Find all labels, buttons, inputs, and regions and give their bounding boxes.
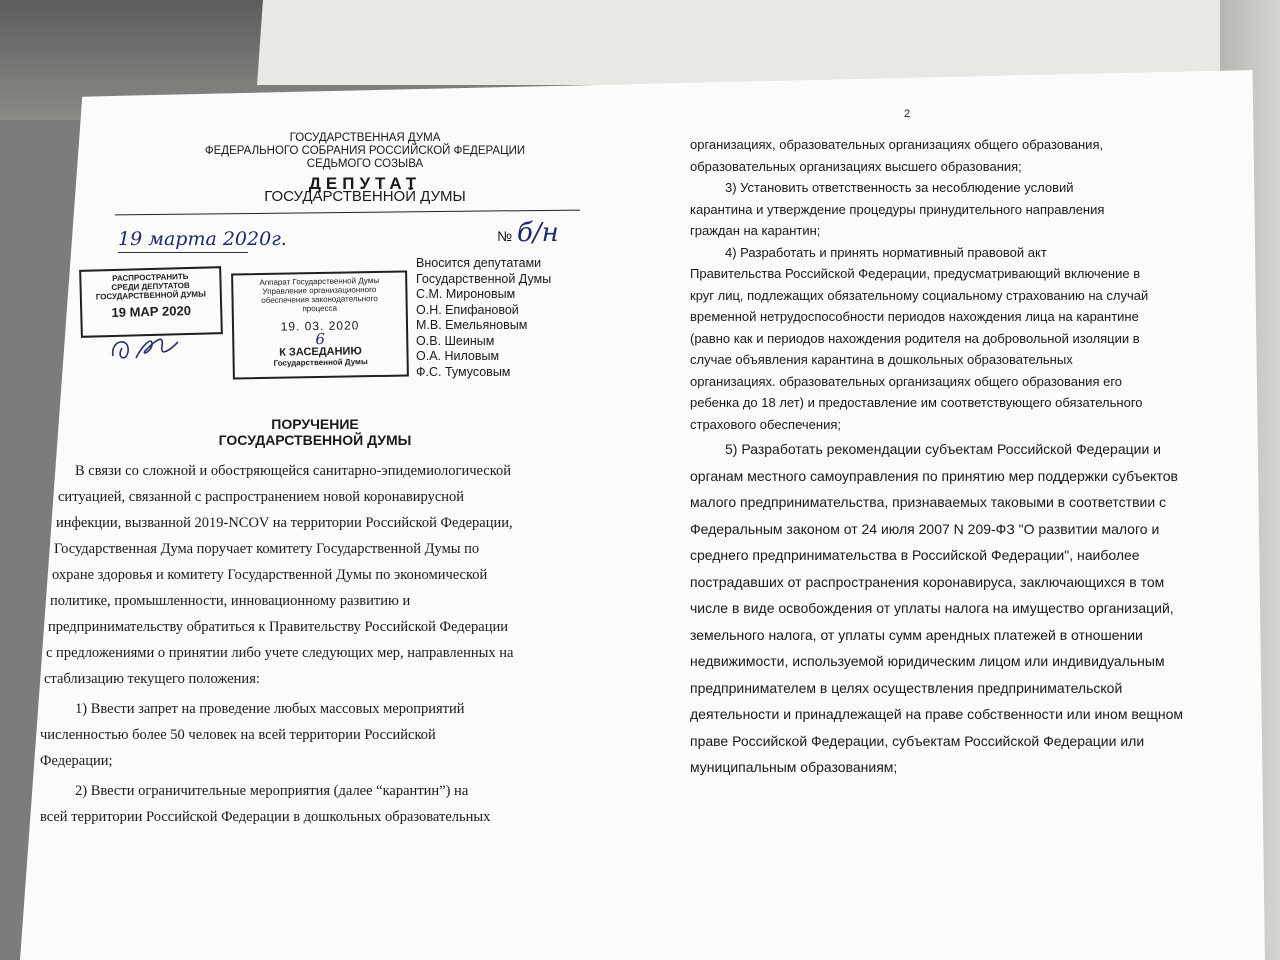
stamp2-date: 19. 03. 2020 [280,318,360,334]
introduced-line: О.А. Ниловым [416,349,500,363]
body-line: стаблизацию текущего положения: [44,671,260,687]
body-line: всей территории Российской Федерации в дошкольных образовательных [40,809,491,825]
introduced-line: М.В. Емельяновым [416,318,528,332]
handwritten-number: б/н [517,218,559,248]
body-line: праве Российской Федерации, субъектам Российской Федерации или [690,732,1145,749]
header-line-1: ГОСУДАРСТВЕННАЯ ДУМА [289,132,441,144]
body-line: ситуацией, связанной с распространением новой коронавирусной [58,489,465,505]
introduced-line: О.Н. Епифановой [416,302,519,317]
introduced-line: Ф.С. Тумусовым [416,364,511,379]
body-line: деятельности и принадлежащей на праве собственности или ином вещном [690,706,1184,722]
body-line: с предложениями о принятии либо учете следующих мер, направленных на [46,645,514,661]
body-line: малого предпринимательства, признаваемых таковыми в соответствии с [690,494,1167,510]
body-line: органам местного самоуправления по принятию мер поддержки субъектов [690,467,1178,484]
stamp2-sub: Государственной Думы [273,357,368,368]
date-underline [118,252,248,253]
body-line: предпринимательству обратиться к Правительству Российской Федерации [48,619,509,635]
body-line: числе в виде освобождения от уплаты налога на имущество организаций, [690,600,1174,616]
stamp1-line-3: ГОСУДАРСТВЕННОЙ ДУМЫ [95,289,206,302]
body-line: организациях, образовательных организациях общего образования, [690,137,1104,152]
header-line-3: СЕДЬМОГО СОЗЫВА [306,158,424,170]
body-line: инфекции, вызванной 2019-NCOV на территории Российской Федерации, [56,515,513,531]
body-line: случае объявления карантина в дошкольных образовательных [690,352,1073,367]
introduced-line: Вносится депутатами [416,256,542,270]
stamp2-line-1: Аппарат Государственной Думы [259,275,380,288]
stamp2-label: К ЗАСЕДАНИЮ [279,345,362,359]
body-line: граждан на карантин; [690,223,821,238]
deputy-title: ДЕПУТАТ [308,174,422,193]
introduced-line: С.М. Мироновым [416,287,516,301]
stamp1-date: 19 МАР 2020 [111,302,192,321]
body-line: Правительства Российской Федерации, предусматривающий включение в [690,266,1141,281]
body-line: 2) Ввести ограничительные мероприятия (далее “карантин”) на [75,783,469,799]
stamp2-hand-number: 6 [315,329,326,349]
body-line: Федерации; [40,753,113,769]
body-line: временной нетрудоспособности периодов нахождения лица на карантине [690,309,1139,324]
body-line: страхового обеспечения; [690,416,841,432]
stamp2-line-2: Управление организационного [262,285,377,296]
body-line: 5) Разработать рекомендации субъектам Российской Федерации и [725,441,1161,457]
body-line: 1) Ввести запрет на проведение любых массовых мероприятий [75,701,465,717]
body-line: (равно как и периодов нахождения родителя на добровольной изоляции в [690,330,1140,346]
body-line: охране здоровья и комитету Государственной Думы по экономической [52,567,488,583]
duma-header [190,132,540,203]
stamp1-line-2: СРЕДИ ДЕПУТАТОВ [111,280,190,293]
body-line: образовательных организациях высшего образования; [690,158,1022,174]
paper-tray [257,0,1280,85]
body-line: численностью более 50 человек на всей территории Российской [40,727,436,743]
order-heading [160,416,470,448]
right-body [690,134,1230,435]
body-line: В связи со сложной и обостряющейся санитарно-эпидемиологической [75,463,512,479]
order-subtitle: ГОСУДАРСТВЕННОЙ ДУМЫ [218,432,412,448]
number-prefix: № [497,228,513,244]
body-line: предпринимателем в целях осуществления предпринимательской [690,679,1123,696]
body-line: ребенка до 18 лет) и предоставление им соответствующего обязательного [690,395,1143,410]
introduced-by [416,256,551,380]
body-line: муниципальным образованиям; [690,759,898,775]
meeting-stamp [231,270,409,379]
page-number: 2 [904,108,911,120]
body-line: карантина и утверждение процедуры принудительного направления [690,201,1105,217]
introduced-line: О.В. Шеиным [416,333,495,348]
body-line: политике, промышленности, инновационному развитию и [50,593,411,609]
deputy-subtitle: ГОСУДАРСТВЕННОЙ ДУМЫ [264,188,466,205]
body-line: Государственная Дума поручает комитету Государственной Думы по [54,541,480,557]
body-line: недвижимости, используемой юридическим лицом или индивидуальным [690,653,1165,669]
introduced-line: Государственной Думы [416,271,552,286]
order-title: ПОРУЧЕНИЕ [271,416,359,432]
handwritten-date: 19 марта 2020г. [118,228,287,250]
body-line: 4) Разработать и принять нормативный правовой акт [725,244,1047,260]
stamp2-line-3: обеспечения законодательного [261,293,378,306]
body-line: среднего предпринимательства в Российской Федерации", наиболее [690,547,1140,563]
body-line: земельного налога, от уплаты сумм арендных платежей в отношении [690,626,1143,643]
body-line: Федеральным законом от 24 июля 2007 N 209-ФЗ "О развитии малого и [690,520,1160,537]
header-line-2: ФЕДЕРАЛЬНОГО СОБРАНИЯ РОССИЙСКОЙ ФЕДЕРАЦИИ [204,145,526,157]
right-body-lower [690,436,1240,781]
left-body [40,458,545,830]
signature [108,328,188,368]
body-line: 3) Установить ответственность за несоблюдение условий [725,180,1074,195]
body-line: организациях. образовательных организациях общего образования его [690,373,1123,389]
body-line: пострадавших от распространения коронавируса, заключающихся в том [690,573,1165,590]
stamp2-line-4: процесса [302,303,338,314]
stamp1-line-1: РАСПРОСТРАНИТЬ [112,272,189,284]
body-line: круг лиц, подлежащих обязательному социальному страхованию на случай [690,287,1149,303]
